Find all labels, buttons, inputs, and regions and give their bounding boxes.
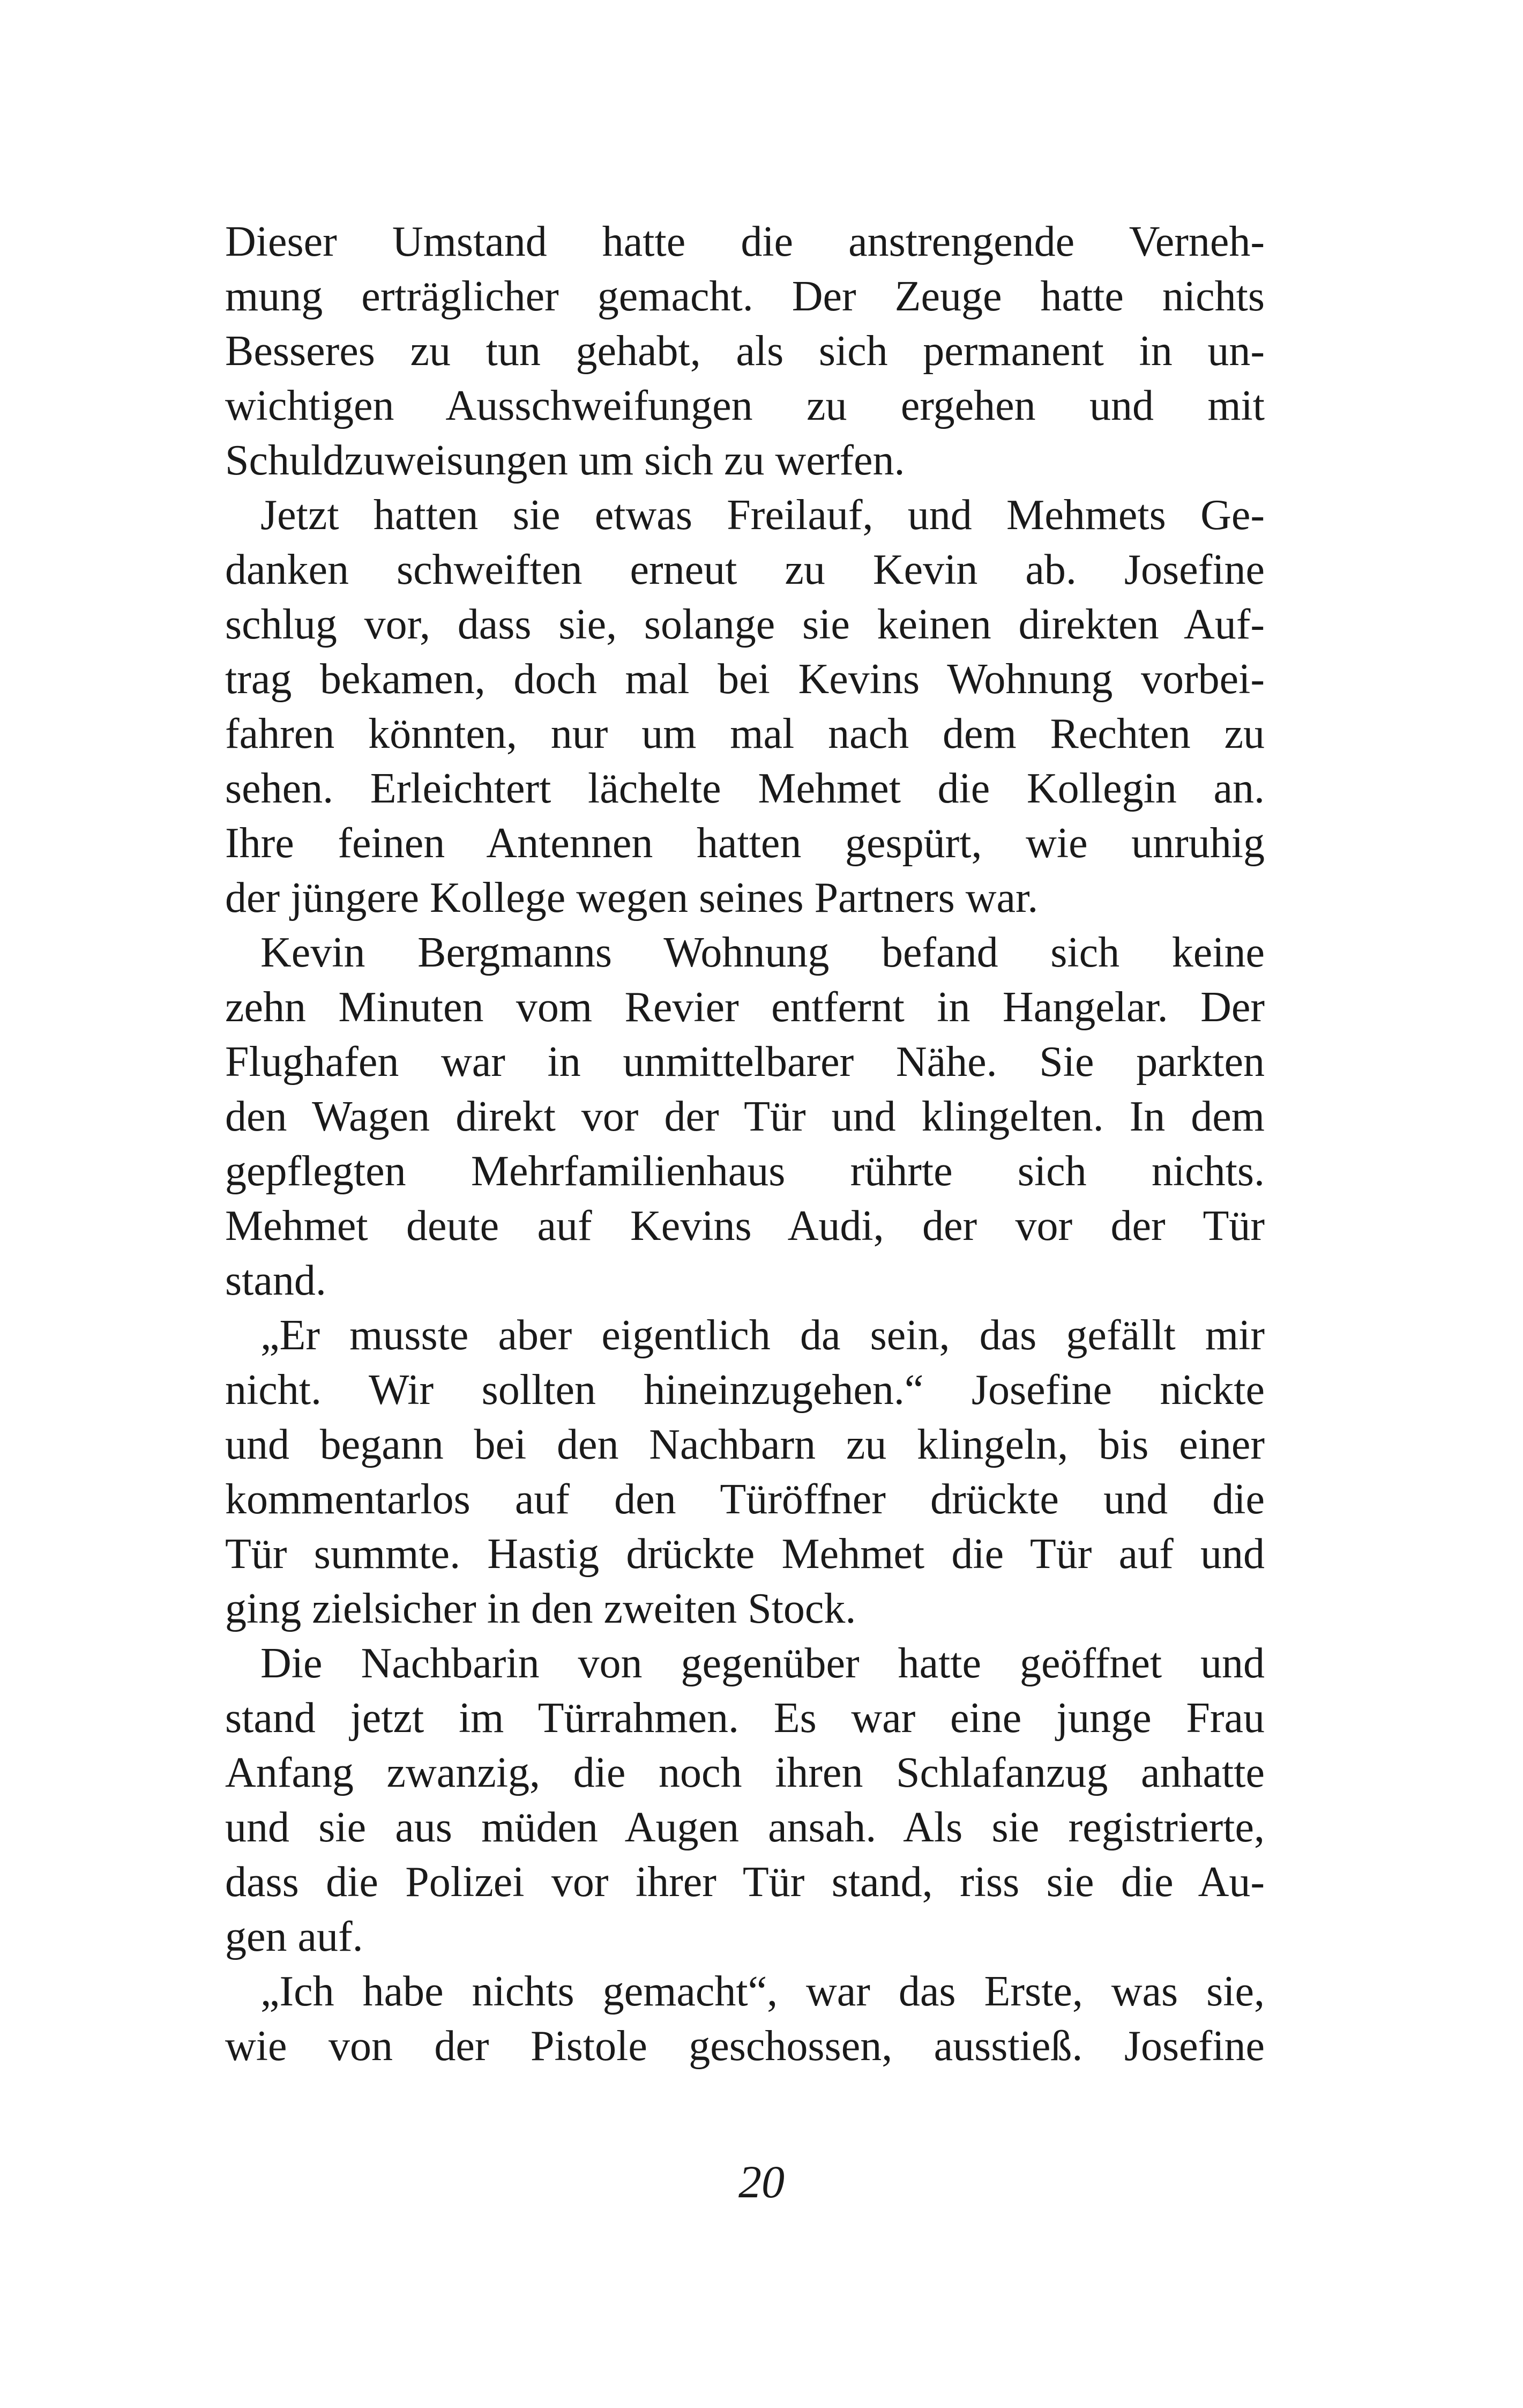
- text-line: Kevin Bergmanns Wohnung befand sich keine: [260, 929, 1265, 976]
- text-line: stand jetzt im Türrahmen. Es war eine junge Frau: [225, 1694, 1265, 1742]
- text-line: sehen. Erleichtert lächelte Mehmet die Kollegin an.: [225, 765, 1265, 812]
- text-line: schlug vor, dass sie, solange sie keinen direkten Auf-: [225, 601, 1265, 648]
- text-line: wichtigen Ausschweifungen zu ergehen und mit: [225, 382, 1265, 429]
- text-line: Die Nachbarin von gegenüber hatte geöffnet und: [260, 1640, 1265, 1687]
- text-line: Mehmet deute auf Kevins Audi, der vor der Tür: [225, 1202, 1265, 1250]
- text-line: „Ich habe nichts gemacht“, war das Erste, was sie,: [260, 1968, 1265, 2015]
- text-line: danken schweiften erneut zu Kevin ab. Josefine: [225, 546, 1265, 593]
- text-line: Tür summte. Hastig drückte Mehmet die Tür auf und: [225, 1530, 1265, 1578]
- text-line: dass die Polizei vor ihrer Tür stand, riss sie die Au-: [225, 1859, 1265, 1906]
- text-line: Dieser Umstand hatte die anstrengende Verneh-: [225, 218, 1265, 265]
- text-line: gen auf.: [225, 1913, 363, 1960]
- text-line: mung erträglicher gemacht. Der Zeuge hatte nichts: [225, 273, 1265, 320]
- text-line: ging zielsicher in den zweiten Stock.: [225, 1585, 856, 1632]
- text-line: Schuldzuweisungen um sich zu werfen.: [225, 437, 905, 484]
- body-text: [225, 214, 1265, 2073]
- text-line: wie von der Pistole geschossen, ausstieß. Josefine: [225, 2023, 1265, 2070]
- text-line: Ihre feinen Antennen hatten gespürt, wie unruhig: [225, 820, 1265, 867]
- text-line: zehn Minuten vom Revier entfernt in Hangelar. Der: [225, 984, 1265, 1031]
- text-line: Besseres zu tun gehabt, als sich permanent in un-: [225, 328, 1265, 375]
- text-line: den Wagen direkt vor der Tür und klingelten. In dem: [225, 1093, 1265, 1140]
- text-line: gepflegten Mehrfamilienhaus rührte sich nichts.: [225, 1148, 1265, 1195]
- page-number: 20: [738, 2156, 785, 2208]
- text-line: fahren könnten, nur um mal nach dem Rechten zu: [225, 710, 1265, 757]
- text-line: Anfang zwanzig, die noch ihren Schlafanzug anhatte: [225, 1749, 1265, 1796]
- text-line: stand.: [225, 1257, 326, 1304]
- text-line: und begann bei den Nachbarn zu klingeln, bis einer: [225, 1421, 1265, 1468]
- text-line: Flughafen war in unmittelbarer Nähe. Sie parkten: [225, 1038, 1265, 1086]
- text-line: „Er musste aber eigentlich da sein, das gefällt mir: [260, 1312, 1265, 1359]
- text-line: kommentarlos auf den Türöffner drückte und die: [225, 1476, 1265, 1523]
- text-line: Jetzt hatten sie etwas Freilauf, und Mehmets Ge-: [260, 492, 1265, 539]
- text-line: der jüngere Kollege wegen seines Partners war.: [225, 874, 1039, 921]
- text-line: nicht. Wir sollten hineinzugehen.“ Josefine nickte: [225, 1366, 1265, 1414]
- text-line: und sie aus müden Augen ansah. Als sie registrierte,: [225, 1804, 1265, 1851]
- text-line: trag bekamen, doch mal bei Kevins Wohnung vorbei-: [225, 656, 1265, 703]
